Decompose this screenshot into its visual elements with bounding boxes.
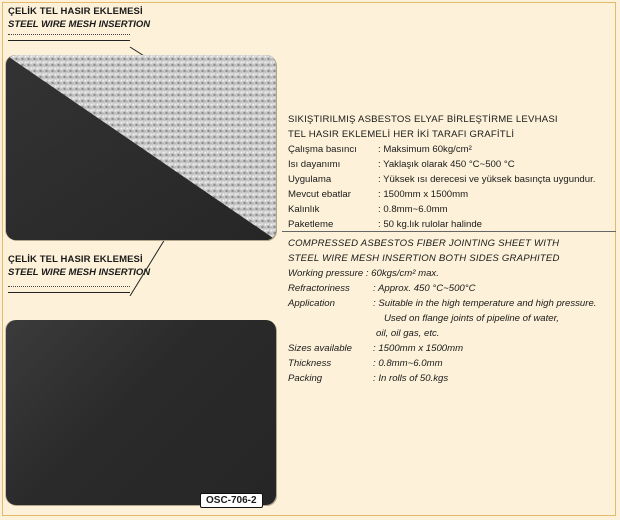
spec-value: : Approx. 450 °C~500°C xyxy=(373,283,476,294)
spec-row xyxy=(288,217,595,232)
spec-value: : 0.8mm~6.0mm xyxy=(378,204,448,215)
spec-key: Packing xyxy=(288,373,323,384)
spec-key: Kalınlık xyxy=(288,204,320,215)
spec-value: : 0.8mm~6.0mm xyxy=(373,358,443,369)
sheet-split-image xyxy=(6,55,276,240)
spec-tr-heading: TEL HASIR EKLEMELİ HER İKİ TARAFI GRAFİTLİ xyxy=(288,129,515,140)
sample-sheet-split xyxy=(6,55,276,240)
spec-row xyxy=(288,296,596,311)
spec-row xyxy=(288,187,595,202)
spec-row xyxy=(288,341,596,356)
spec-value: : Maksimum 60kg/cm² xyxy=(378,144,472,155)
spec-row xyxy=(288,371,596,386)
product-code-badge: OSC-706-2 xyxy=(200,493,263,508)
callout-top-en: STEEL WIRE MESH INSERTION xyxy=(8,19,151,30)
spec-tr-heading: SIKIŞTIRILMIŞ ASBESTOS ELYAF BİRLEŞTİRME LEVHASI xyxy=(288,114,558,125)
spec-row xyxy=(288,172,595,187)
section-divider xyxy=(282,231,616,232)
spec-row xyxy=(288,202,595,217)
spec-row xyxy=(288,281,596,296)
spec-key: Sizes available xyxy=(288,343,352,354)
sample-sheet-graphite xyxy=(6,320,276,505)
spec-key: Isı dayanımı xyxy=(288,159,341,170)
callout-bottom-en: STEEL WIRE MESH INSERTION xyxy=(8,267,151,278)
spec-en xyxy=(288,236,596,386)
spec-value: : 1500mm x 1500mm xyxy=(373,343,464,354)
spec-value: : Suitable in the high temperature and high pressure. xyxy=(373,298,597,309)
spec-key: Refractoriness xyxy=(288,283,350,294)
spec-value: : In rolls of 50.kgs xyxy=(373,373,449,384)
spec-continuation: Used on flange joints of pipeline of water, xyxy=(384,313,559,324)
spec-value: : 1500mm x 1500mm xyxy=(378,189,469,200)
spec-key: Application xyxy=(288,298,335,309)
spec-continuation: oil, oil gas, etc. xyxy=(376,328,440,339)
spec-key: Uygulama xyxy=(288,174,332,185)
spec-en-heading: STEEL WIRE MESH INSERTION BOTH SIDES GRAPHITED xyxy=(288,253,560,264)
callout-bottom-tr: ÇELİK TEL HASIR EKLEMESİ xyxy=(8,254,143,265)
spec-row-working-pressure: Working pressure : 60kgs/cm² max. xyxy=(288,268,439,279)
spec-value: : 50 kg.lık rulolar halinde xyxy=(378,219,482,230)
spec-key: Thickness xyxy=(288,358,332,369)
spec-row xyxy=(288,356,596,371)
spec-tr xyxy=(288,112,595,232)
spec-key: Mevcut ebatlar xyxy=(288,189,351,200)
spec-en-heading: COMPRESSED ASBESTOS FIBER JOINTING SHEET WITH xyxy=(288,238,560,249)
spec-key: Çalışma basıncı xyxy=(288,144,357,155)
spec-key: Paketleme xyxy=(288,219,334,230)
spec-row xyxy=(288,157,595,172)
spec-value: : Yüksek ısı derecesi ve yüksek basınçta uygundur. xyxy=(378,174,596,185)
callout-top-tr: ÇELİK TEL HASIR EKLEMESİ xyxy=(8,6,143,17)
spec-value: : Yaklaşık olarak 450 °C~500 °C xyxy=(378,159,515,170)
spec-row xyxy=(288,142,595,157)
